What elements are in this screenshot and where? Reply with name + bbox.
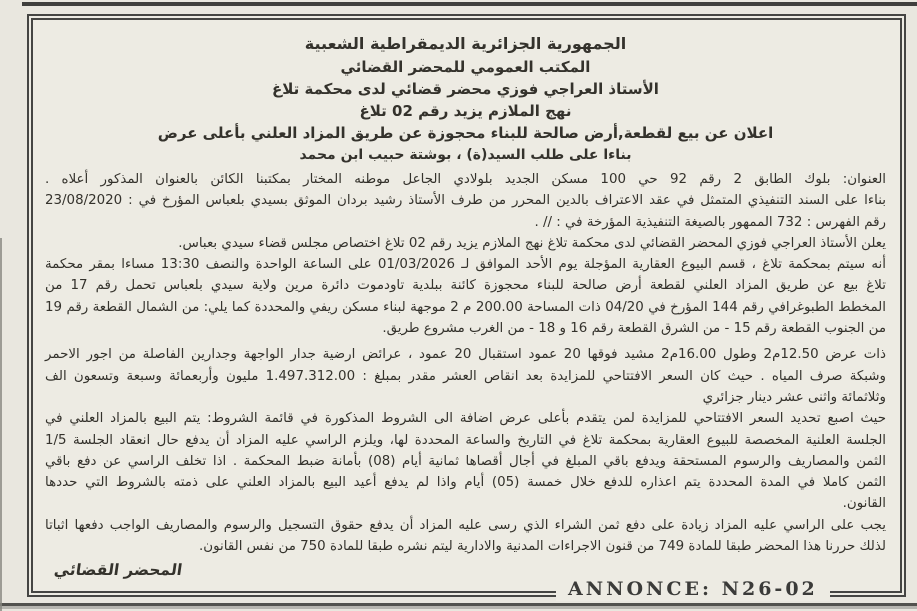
bottom-horizontal-rule [0, 603, 917, 606]
top-horizontal-rule [22, 2, 917, 6]
body-line: الثمن والمصاريف والرسوم المستحقة ويدفع باقي المبلغ في أجال أقصاها ثمانية أيام (08) بأمانة ضبط المحكمة . اذا تخلف الراسي عن دفع باقي [45, 453, 886, 469]
announcement-body [45, 169, 886, 557]
body-line: رقم الفهرس : 732 الممهور بالصيغة التنفيذية المؤرخة في : // . [534, 214, 886, 230]
body-line: تلاغ بيع عن طريق المزاد العلني لقطعة أرض صالحة للبناء محجوزة كائنة ببلدية تاودموت دائرة مرين ولاية سيدي بلعباس تحمل رقم 17 من [45, 278, 887, 294]
header-office: المكتب العمومي للمحضر القضائي [340, 58, 591, 76]
body-line: أنه سيتم بمحكمة تلاغ ، قسم البيوع العقارية المؤجلة يوم الأحد الموافق لـ 01/03/2026 على الساعة الواحدة والنصف 13:30 مساءا بمقر محكمة [45, 257, 886, 273]
body-line: المخطط الطبوغرافي رقم 144 المؤرخ في 04/20 ذات المساحة 200.00 م 2 موجهة لبناء مسكن ريفي والمحددة كما يلي: من الشمال القطعة رقم 19 [45, 299, 886, 315]
header-requester: بناءا على طلب السيد(ة) ، بوشتة حبيب ابن محمد [299, 147, 632, 163]
body-line: يجب على الراسي عليه المزاد زيادة على دفع ثمن الشراء الذي رسى عليه المزاد أن يدفع حقوق التسجيل والرسوم والمصاريف الواجب دفعها اثباتا [45, 517, 886, 533]
body-line: العنوان: بلوك الطابق 2 رقم 92 حي 100 مسكن الجديد بلولادي الجاعل موطنه المختار بمكتبنا الكائن بالعنوان المذكور أعلاه . [45, 172, 887, 187]
body-line: من الجنوب القطعة رقم 15 - من الشرق القطعة رقم 16 و 18 - من الغرب مشروع طريق. [382, 321, 886, 337]
body-line: وشبكة صرف المياه . حيث كان السعر الافتتاحي للمزايدة بعد انقاص العشر مقدر بمبلغ : 1.497.312.00 مليون وأربعمائة وسبعة وتسعون الف [45, 368, 886, 384]
left-column-rule [0, 238, 2, 611]
body-line: وثلاثمائة واثنى عشر دينار جزائري [702, 389, 886, 405]
body-line: الجلسة العلنية المخصصة للبيوع العقارية بمحكمة تلاغ في التاريخ والساعة المحددة لها، ويلزم الراسي عليه المزاد أن يدفع حال انعقاد الجلسة 1/5 [45, 432, 886, 448]
header-bailiff-name: الأستاذ العراجي فوزي محضر قضائي لدى محكمة تلاغ [272, 80, 659, 98]
announcement-content [31, 18, 902, 593]
body-line: لذلك حررنا هذا المحضر طبقا للمادة 749 من قنون الاجراءات المدنية والادارية ليتم نشره طبقا للمادة 750 من نفس القانون. [199, 539, 886, 555]
header-sale-title: اعلان عن بيع لقطعة,أرض صالحة للبناء محجوزة عن طريق المزاد العلني بأعلى عرض [157, 124, 774, 142]
announcement-header [45, 32, 886, 166]
body-line: القانون. [842, 496, 886, 512]
announcement-border-box [27, 14, 906, 597]
body-line: ذات عرض 12.50م2 وطول 16.00م2 مشيد فوقها 20 عمود استقبال 20 عمود ، عرائض ارضية جدار الواجهة وجدارين الفاصلة من اجور الاحمر [45, 347, 886, 363]
bailiff-signature: المحضر القضائي [53, 561, 184, 580]
header-republic: الجمهورية الجزائرية الديمقراطية الشعبية [304, 34, 627, 53]
body-line: الثمن كاملا في المدة المحددة يتم اعذاره للدفع خلال خمسة (05) أيام واذا لم يدفع أعيد البيع بالمزاد العلني على ذمته بالشروط التي حددها [45, 475, 886, 491]
body-line: حيث اصبع تحديد السعر الافتتاحي للمزايدة لمن يتقدم بأعلى عرض اضافة الى الشروط المذكورة في قائمة الشروط: يتم البيع بالمزاد العلني في [45, 411, 886, 427]
header-address: نهج الملازم يزيد رقم 02 تلاغ [359, 102, 572, 120]
body-line: بناءا على السند التنفيذي المتمثل في عقد الاعتراف بالدين المحرر من طرف الأستاذ رشيد بردان الموثق بسيدي بلعباس المؤرخ في : 23/08/2020 [45, 193, 886, 209]
annonce-reference: ANNONCE: N26-02 [556, 578, 830, 601]
body-line: يعلن الأستاذ العراجي فوزي المحضر القضائي لدى محكمة تلاغ نهج الملازم يزيد رقم 02 تلاغ اختصاص مجلس قضاء سيدي بعباس. [178, 235, 886, 251]
